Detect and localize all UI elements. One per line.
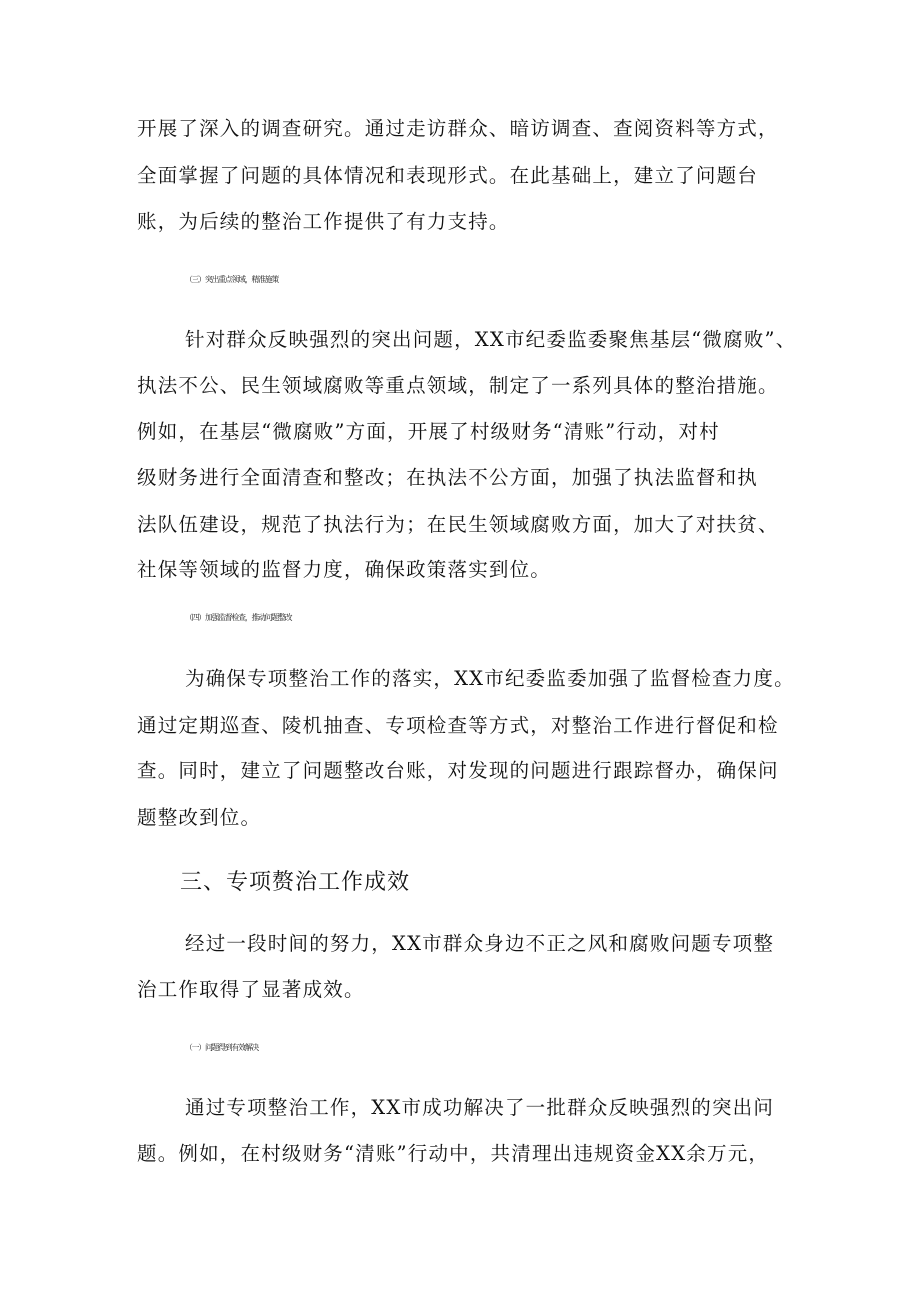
- subheading-3: （三）突出重点领域，精准施策: [185, 275, 279, 284]
- body-line: 治工作取得了显著成效。: [137, 978, 365, 1001]
- body-line: 题整改到位。: [137, 806, 262, 829]
- body-line: 全面掌握了问题的具体情况和表现形式。在此基础上，建立了问题台: [137, 164, 759, 187]
- body-line: 级财务进行全面清查和整改；在执法不公方面，加强了执法监督和执: [137, 466, 759, 489]
- body-line: 经过一段时间的努力，XX市群众身边不正之风和腐败问题专项整: [185, 932, 775, 955]
- body-line: 为确保专项整治工作的落实，XX市纪委监委加强了监督检查力度。: [185, 667, 795, 690]
- section-heading-3: 三、专项赘治工作成效: [180, 870, 411, 895]
- body-line: 题。例如，在村级财务“清账”行动中，共清理出违规资金XX余万元，: [137, 1142, 770, 1165]
- body-line: 开展了深入的调查研究。通过走访群众、暗访调查、查阅资料等方式，: [137, 117, 779, 140]
- body-line: 执法不公、民生领域腐败等重点领域，制定了一系列具体的整治措施。: [137, 374, 779, 397]
- body-line: 通过定期巡查、陵机抽查、专项检查等方式，对整治工作进行督促和检: [137, 714, 779, 737]
- body-line: 查。同时，建立了问题整改台账，对发现的问题进行跟踪督办，确保问: [137, 759, 779, 782]
- body-line: 社保等领域的监督力度，确保政策落实到位。: [137, 558, 552, 581]
- subheading-1: （一）问题得到有效解决: [185, 1043, 259, 1052]
- subheading-4: （四）加强监督检查，推动问题整改: [185, 613, 292, 622]
- body-line: 针对群众反映强烈的突出问题，XX市纪委监委聚焦基层“微腐败”、: [185, 328, 797, 351]
- body-line: 通过专项整治工作，XX市成功解决了一批群众反映强烈的突出问: [185, 1096, 775, 1119]
- body-line: 例如，在基层“微腐败”方面，开展了村级财务“清账”行动，对村: [137, 420, 720, 443]
- body-line: 法队伍建设，规范了执法行为；在民生领域腐败方面，加大了对扶贫、: [137, 513, 779, 536]
- body-line: 账，为后续的整治工作提供了有力支持。: [137, 210, 510, 233]
